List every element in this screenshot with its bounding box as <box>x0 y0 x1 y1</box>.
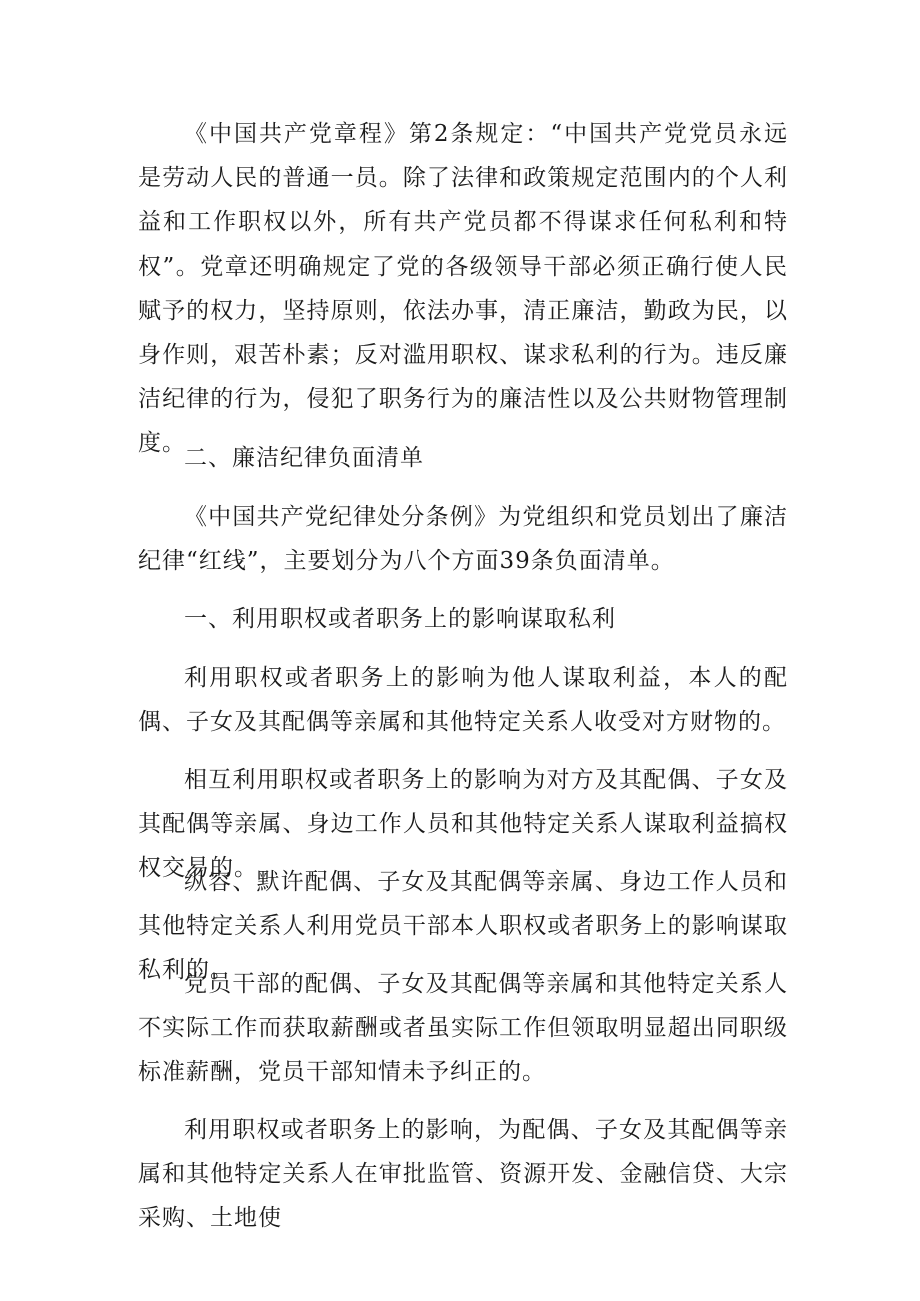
paragraph-item-4: 党员干部的配偶、子女及其配偶等亲属和其他特定关系人不实际工作而获取薪酬或者虽实际工作但领取明显超出同职级标准薪酬，党员干部知情未予纠正的。 <box>138 971 788 1086</box>
paragraph-discipline-regulations: 《中国共产党纪律处分条例》为党组织和党员划出了廉洁纪律“红线”，主要划分为八个方面39条负面清单。 <box>138 504 788 575</box>
paragraph-item-1: 利用职权或者职务上的影响为他人谋取利益，本人的配偶、子女及其配偶等亲属和其他特定关系人收受对方财物的。 <box>138 665 788 736</box>
paragraph-item-5: 利用职权或者职务上的影响，为配偶、子女及其配偶等亲属和其他特定关系人在审批监管、资源开发、金融信贷、大宗采购、土地使 <box>138 1117 788 1232</box>
paragraph-item-2: 相互利用职权或者职务上的影响为对方及其配偶、子女及其配偶等亲属、身边工作人员和其他特定关系人谋取利益搞权权交易的。 <box>138 767 788 882</box>
paragraph-item-3: 纵容、默许配偶、子女及其配偶等亲属、身边工作人员和其他特定关系人利用党员干部本人职权或者职务上的影响谋取私利的。 <box>138 869 788 984</box>
section-heading-private-gain: 一、利用职权或者职务上的影响谋取私利 <box>184 606 616 632</box>
section-heading-negative-list: 二、廉洁纪律负面清单 <box>184 445 424 471</box>
paragraph-party-constitution: 《中国共产党章程》第2条规定：“中国共产党党员永远是劳动人民的普通一员。除了法律和政策规定范围内的个人利益和工作职权以外，所有共产党员都不得谋求任何私利和特权”。党章还明确规定了党的各级领导干部必须正确行使人民赋予的权力，坚持原则，依法办事，清正廉洁，勤政为民，以身作则，艰苦朴素；反对滥用职权、谋求私利的行为。违反廉洁纪律的行为，侵犯了职务行为的廉洁性以及公共财物管理制度。 <box>138 121 788 457</box>
